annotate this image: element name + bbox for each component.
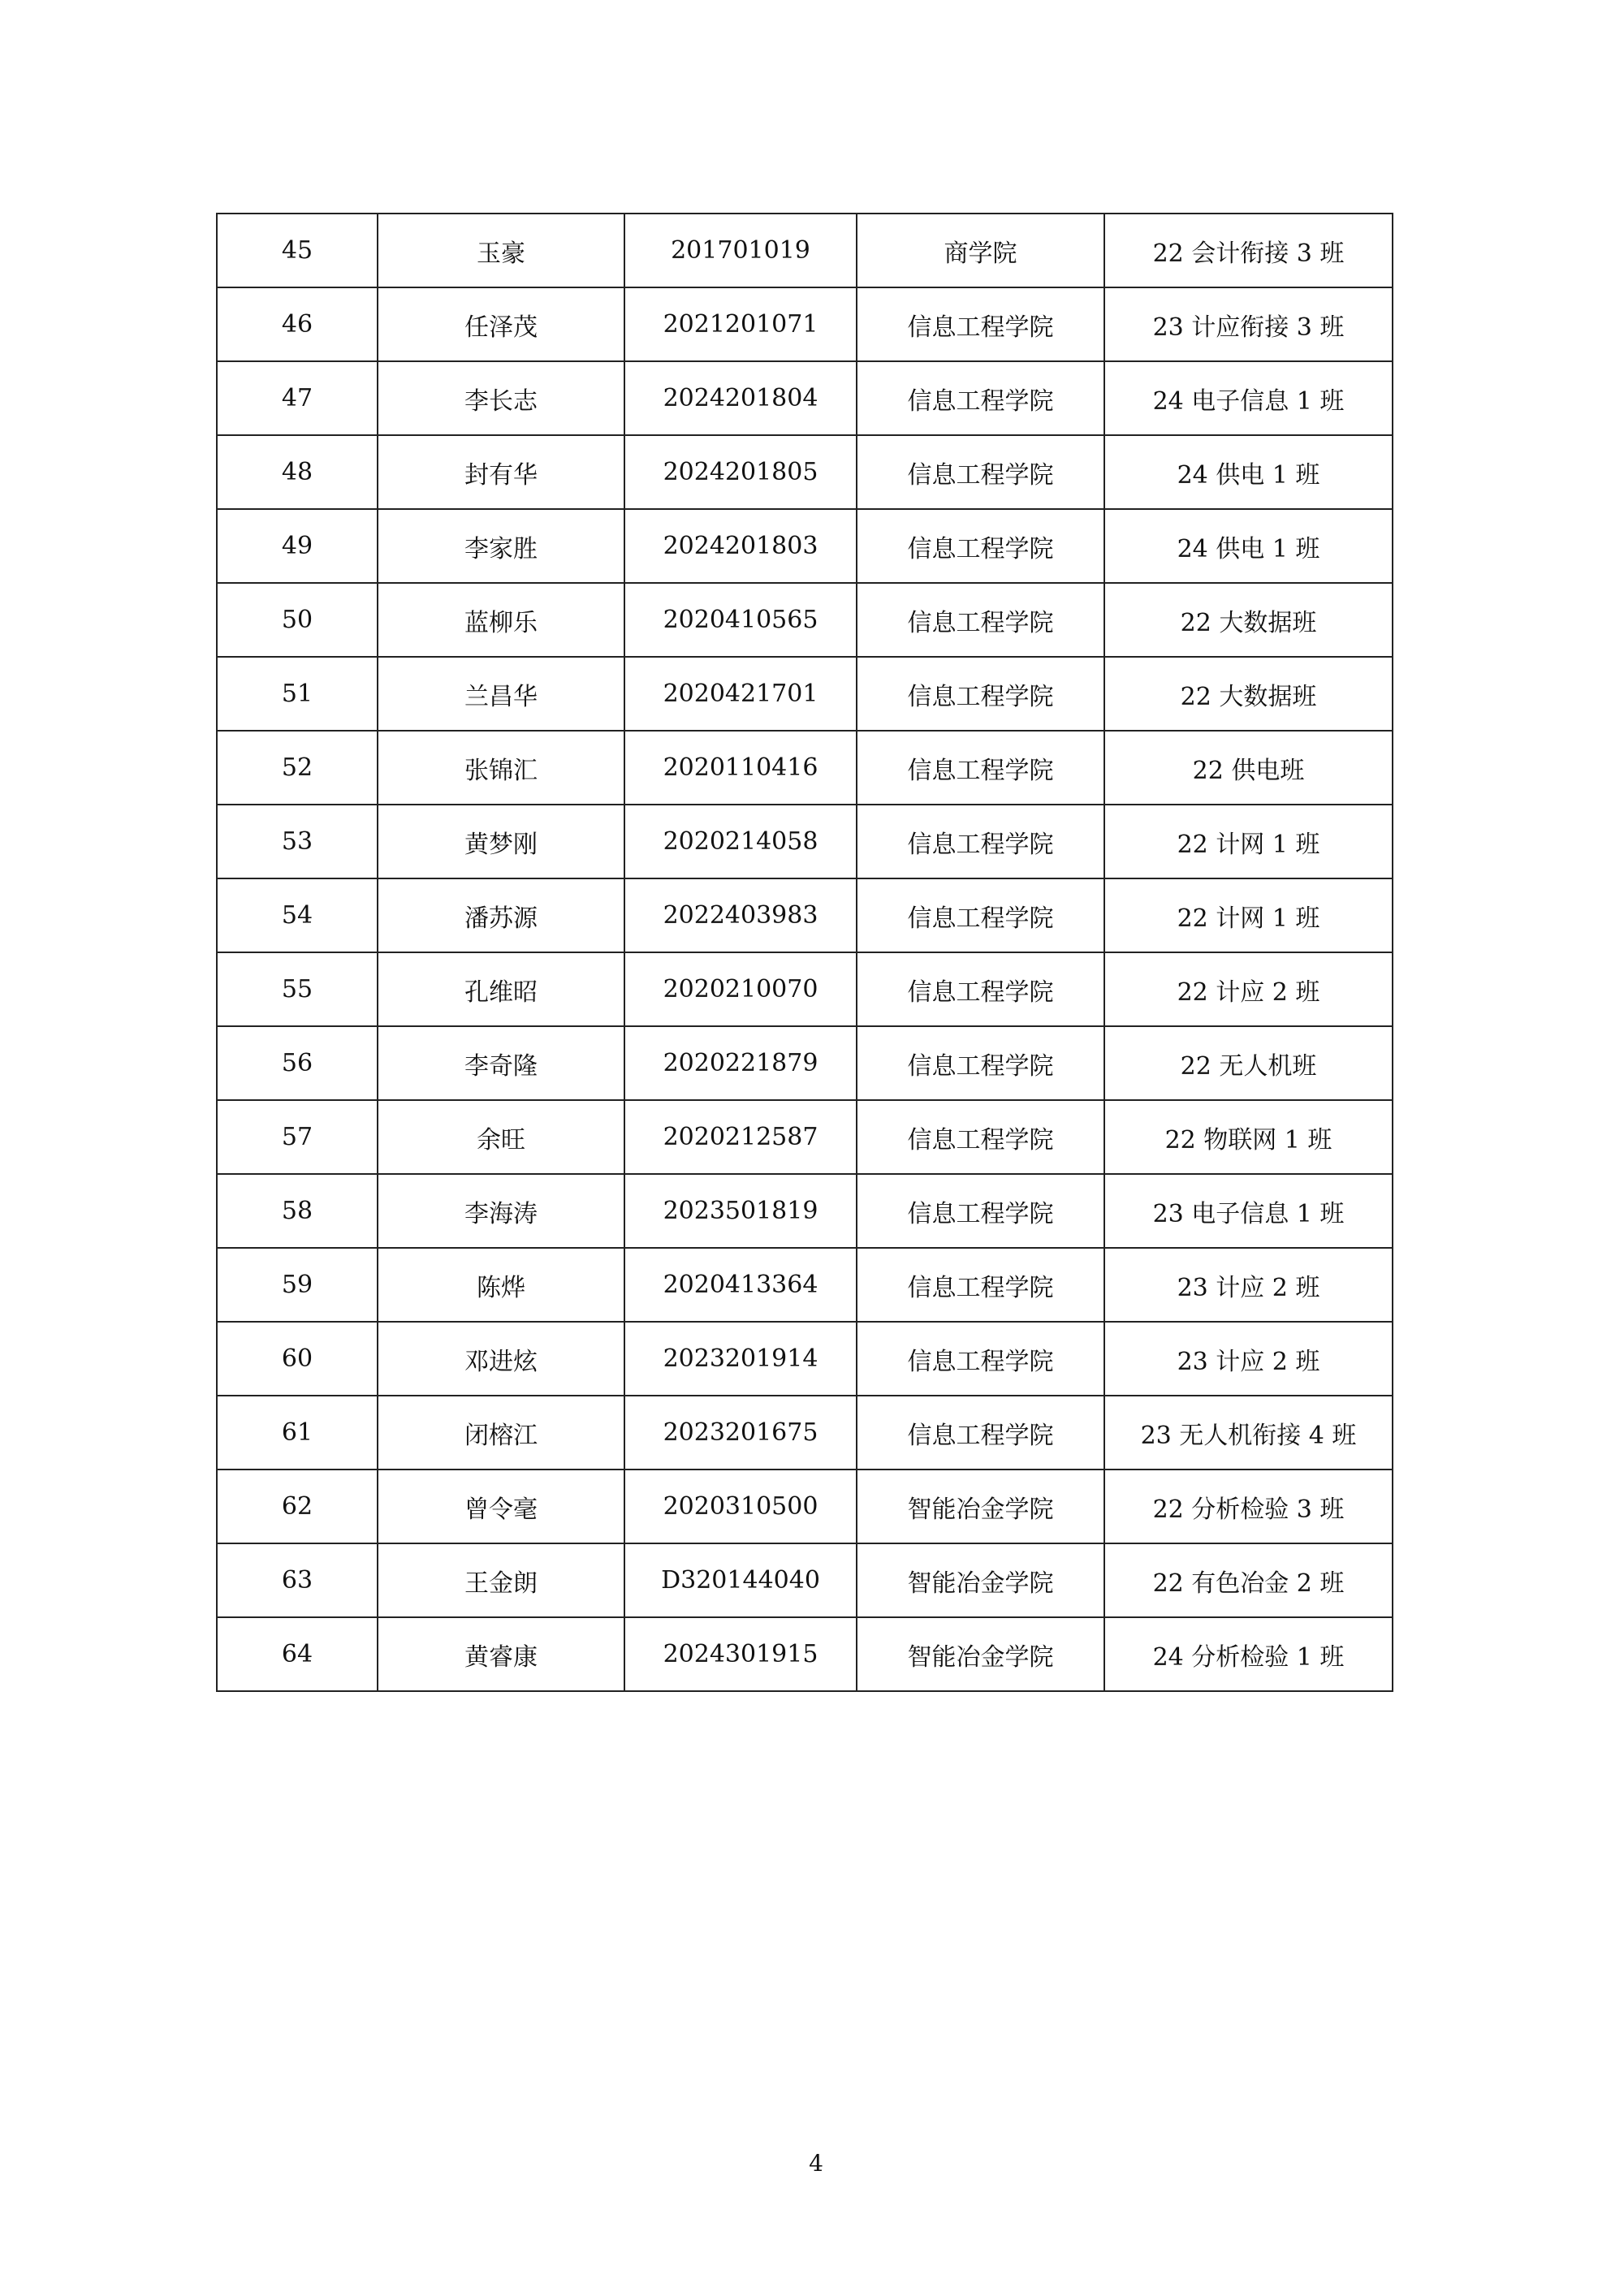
row-index: 49 (217, 509, 378, 583)
student-id: 2020221879 (624, 1026, 857, 1100)
table-row (217, 952, 1393, 1026)
student-name: 曾令毫 (378, 1470, 624, 1543)
college: 信息工程学院 (857, 287, 1104, 361)
student-name: 玉豪 (378, 214, 624, 287)
table-row (217, 361, 1393, 435)
class-name: 22 大数据班 (1104, 583, 1393, 657)
table-row (217, 214, 1393, 287)
student-id: 2020210070 (624, 952, 857, 1026)
student-id: 2023201914 (624, 1322, 857, 1396)
table-row (217, 1174, 1393, 1248)
class-name: 22 计网 1 班 (1104, 805, 1393, 878)
table-row (217, 1100, 1393, 1174)
student-name: 黄梦刚 (378, 805, 624, 878)
student-id: 2024201804 (624, 361, 857, 435)
student-name: 封有华 (378, 435, 624, 509)
table-row (217, 583, 1393, 657)
college: 智能冶金学院 (857, 1543, 1104, 1617)
student-id: 2024201803 (624, 509, 857, 583)
student-name: 余旺 (378, 1100, 624, 1174)
class-name: 24 分析检验 1 班 (1104, 1617, 1393, 1691)
row-index: 48 (217, 435, 378, 509)
college: 商学院 (857, 214, 1104, 287)
row-index: 62 (217, 1470, 378, 1543)
student-id: D320144040 (624, 1543, 857, 1617)
college: 信息工程学院 (857, 435, 1104, 509)
table-row (217, 1617, 1393, 1691)
student-id: 2021201071 (624, 287, 857, 361)
row-index: 61 (217, 1396, 378, 1470)
class-name: 23 计应衔接 3 班 (1104, 287, 1393, 361)
table-row (217, 1322, 1393, 1396)
table-row (217, 509, 1393, 583)
class-name: 24 电子信息 1 班 (1104, 361, 1393, 435)
table-row (217, 805, 1393, 878)
table-row (217, 731, 1393, 805)
college: 信息工程学院 (857, 1100, 1104, 1174)
class-name: 22 计网 1 班 (1104, 878, 1393, 952)
student-name: 李海涛 (378, 1174, 624, 1248)
class-name: 23 计应 2 班 (1104, 1322, 1393, 1396)
table-row (217, 1470, 1393, 1543)
table-row (217, 287, 1393, 361)
student-id: 2020214058 (624, 805, 857, 878)
college: 信息工程学院 (857, 805, 1104, 878)
college: 信息工程学院 (857, 361, 1104, 435)
table-row (217, 657, 1393, 731)
row-index: 46 (217, 287, 378, 361)
student-name: 陈烨 (378, 1248, 624, 1322)
row-index: 57 (217, 1100, 378, 1174)
college: 信息工程学院 (857, 952, 1104, 1026)
row-index: 55 (217, 952, 378, 1026)
student-id: 2023201675 (624, 1396, 857, 1470)
class-name: 22 大数据班 (1104, 657, 1393, 731)
row-index: 54 (217, 878, 378, 952)
row-index: 51 (217, 657, 378, 731)
student-list-table (216, 213, 1393, 1692)
college: 智能冶金学院 (857, 1470, 1104, 1543)
page-number: 4 (809, 2150, 823, 2177)
student-name: 张锦汇 (378, 731, 624, 805)
student-name: 李家胜 (378, 509, 624, 583)
college: 信息工程学院 (857, 731, 1104, 805)
student-name: 李奇隆 (378, 1026, 624, 1100)
row-index: 64 (217, 1617, 378, 1691)
student-id: 2020421701 (624, 657, 857, 731)
row-index: 50 (217, 583, 378, 657)
class-name: 22 供电班 (1104, 731, 1393, 805)
student-id: 2024201805 (624, 435, 857, 509)
college: 信息工程学院 (857, 1026, 1104, 1100)
college: 信息工程学院 (857, 657, 1104, 731)
college: 信息工程学院 (857, 1174, 1104, 1248)
student-id: 2023501819 (624, 1174, 857, 1248)
student-name: 兰昌华 (378, 657, 624, 731)
class-name: 22 分析检验 3 班 (1104, 1470, 1393, 1543)
college: 信息工程学院 (857, 1322, 1104, 1396)
student-name: 李长志 (378, 361, 624, 435)
student-id: 2022403983 (624, 878, 857, 952)
college: 信息工程学院 (857, 583, 1104, 657)
student-name: 孔维昭 (378, 952, 624, 1026)
student-id: 2020310500 (624, 1470, 857, 1543)
table-row (217, 878, 1393, 952)
table-row (217, 435, 1393, 509)
student-id: 2024301915 (624, 1617, 857, 1691)
student-name: 邓进炫 (378, 1322, 624, 1396)
student-id: 2020413364 (624, 1248, 857, 1322)
class-name: 22 计应 2 班 (1104, 952, 1393, 1026)
student-id: 201701019 (624, 214, 857, 287)
student-id: 2020212587 (624, 1100, 857, 1174)
college: 信息工程学院 (857, 1248, 1104, 1322)
student-name: 潘苏源 (378, 878, 624, 952)
class-name: 23 电子信息 1 班 (1104, 1174, 1393, 1248)
row-index: 56 (217, 1026, 378, 1100)
table-row (217, 1396, 1393, 1470)
table-row (217, 1248, 1393, 1322)
row-index: 63 (217, 1543, 378, 1617)
class-name: 23 无人机衔接 4 班 (1104, 1396, 1393, 1470)
student-name: 任泽茂 (378, 287, 624, 361)
row-index: 60 (217, 1322, 378, 1396)
student-name: 闭榕江 (378, 1396, 624, 1470)
student-name: 蓝柳乐 (378, 583, 624, 657)
student-id: 2020410565 (624, 583, 857, 657)
college: 信息工程学院 (857, 1396, 1104, 1470)
table-row (217, 1543, 1393, 1617)
class-name: 22 物联网 1 班 (1104, 1100, 1393, 1174)
student-name: 黄睿康 (378, 1617, 624, 1691)
class-name: 24 供电 1 班 (1104, 509, 1393, 583)
row-index: 52 (217, 731, 378, 805)
student-name: 王金朗 (378, 1543, 624, 1617)
college: 信息工程学院 (857, 878, 1104, 952)
row-index: 47 (217, 361, 378, 435)
class-name: 22 有色冶金 2 班 (1104, 1543, 1393, 1617)
table-row (217, 1026, 1393, 1100)
college: 信息工程学院 (857, 509, 1104, 583)
class-name: 24 供电 1 班 (1104, 435, 1393, 509)
college: 智能冶金学院 (857, 1617, 1104, 1691)
row-index: 53 (217, 805, 378, 878)
class-name: 22 会计衔接 3 班 (1104, 214, 1393, 287)
student-id: 2020110416 (624, 731, 857, 805)
class-name: 23 计应 2 班 (1104, 1248, 1393, 1322)
row-index: 59 (217, 1248, 378, 1322)
row-index: 58 (217, 1174, 378, 1248)
class-name: 22 无人机班 (1104, 1026, 1393, 1100)
row-index: 45 (217, 214, 378, 287)
